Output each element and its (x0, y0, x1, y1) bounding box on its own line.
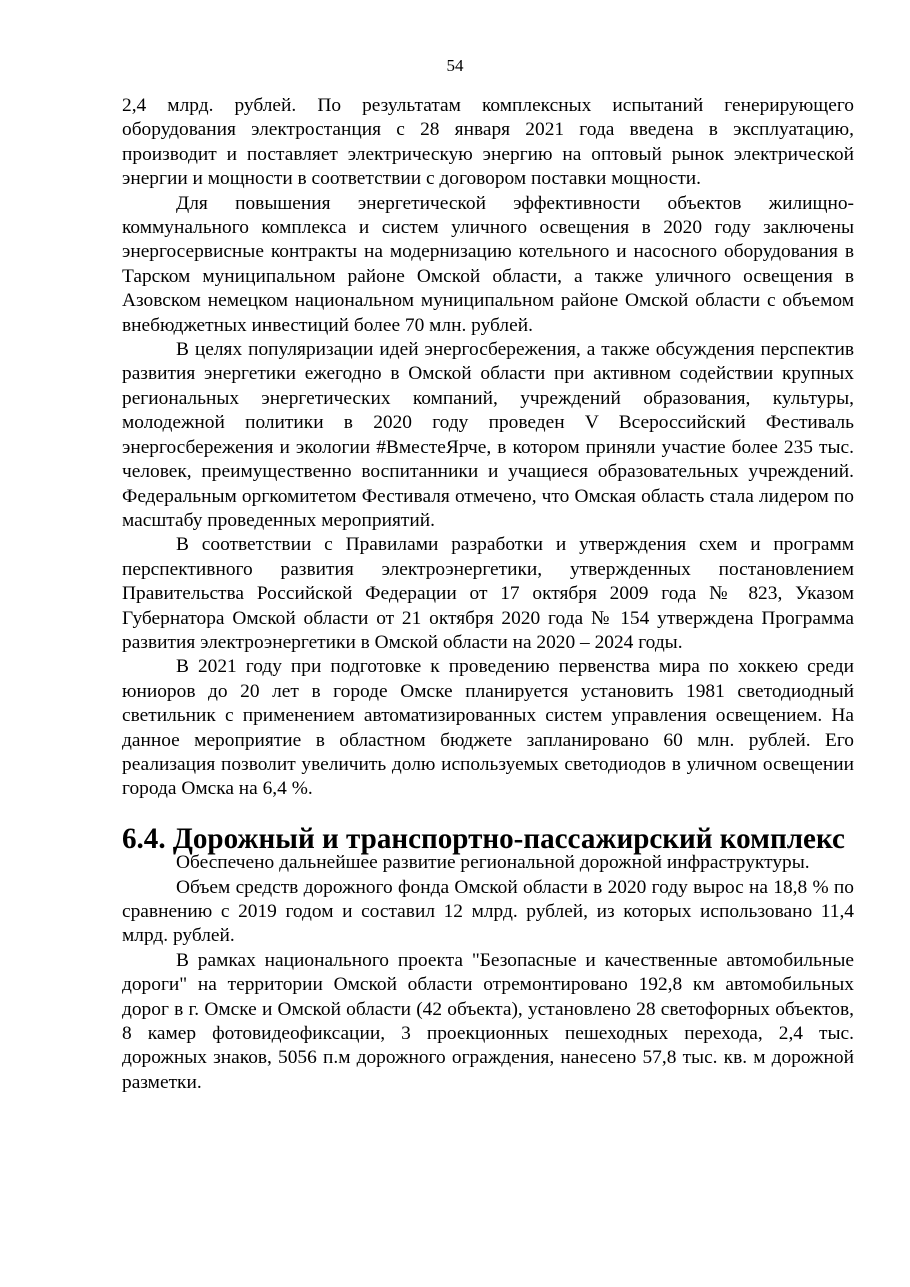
paragraph-energy-efficiency: Для повышения энергетической эффективности объектов жилищно-коммунального комплекса и систем уличного освещения в 2020 году заключены энергосервисные контракты на модернизацию котельного и насосного оборудования в Тарском муниципальном районе Омской области, а также уличного освещения в Азовском немецком национальном муниципальном районе Омской области с объемом внебюджетных инвестиций более 70 млн. рублей. (122, 192, 854, 336)
paragraph-electro-program: В соответствии с Правилами разработки и утверждения схем и программ перспективного развития электроэнергетики, утвержденных постановлением Правительства Российской Федерации от 17 октября 2009 года № 823, Указом Губернатора Омской области от 21 октября 2020 года № 154 утверждена Программа развития электроэнергетики в Омской области на 2020 – 2024 годы. (122, 534, 854, 653)
paragraph-hockey-lighting: В 2021 году при подготовке к проведению первенства мира по хоккею среди юниоров до 20 лет в городе Омске планируется установить 1981 светодиодный светильник с применением автоматизированных систем управления освещением. На данное мероприятие в областном бюджете запланировано 60 млн. рублей. Его реализация позволит увеличить долю используемых светодиодов в уличном освещении города Омска на 6,4 %. (122, 656, 854, 800)
paragraph-road-fund: Объем средств дорожного фонда Омской области в 2020 году вырос на 18,8 % по сравнению с 2019 годом и составил 12 млрд. рублей, из которых использовано 11,4 млрд. рублей. (122, 876, 854, 947)
paragraph-national-project: В рамках национального проекта "Безопасные и качественные автомобильные дороги" на территории Омской области отремонтировано 192,8 км автомобильных дорог в г. Омске и Омской области (42 объекта), установлено 28 светофорных объектов, 8 камер фотовидеофиксации, 3 проекционных пешеходных перехода, 2,4 тыс. дорожных знаков, 5056 п.м дорожного ограждения, нанесено 57,8 тыс. кв. м дорожной разметки. (122, 949, 854, 1093)
page-body (122, 94, 854, 1095)
section-heading: 6.4. Дорожный и транспортно-пассажирский комплекс (122, 822, 845, 855)
page-number: 54 (446, 56, 464, 75)
paragraph-continued: 2,4 млрд. рублей. По результатам комплексных испытаний генерирующего оборудования электростанция с 28 января 2021 года введена в эксплуатацию, производит и поставляет электрическую энергию на оптовый рынок электрической энергии и мощности в соответствии с договором поставки мощности. (122, 95, 854, 190)
paragraph-festival: В целях популяризации идей энергосбережения, а также обсуждения перспектив развития энергетики ежегодно в Омской области при активном содействии крупных региональных энергетических компаний, учреждений образования, культуры, молодежной политики в 2020 году проведен V Всероссийский Фестиваль энергосбережения и экологии #ВместеЯрче, в котором приняли участие более 235 тыс. человек, преимущественно воспитанники и учащиеся образовательных учреждений. Федеральным оргкомитетом Фестиваля отмечено, что Омская область стала лидером по масштабу проведенных мероприятий. (122, 339, 854, 531)
paragraph-road-infrastructure: Обеспечено дальнейшее развитие региональной дорожной инфраструктуры. (176, 852, 810, 874)
